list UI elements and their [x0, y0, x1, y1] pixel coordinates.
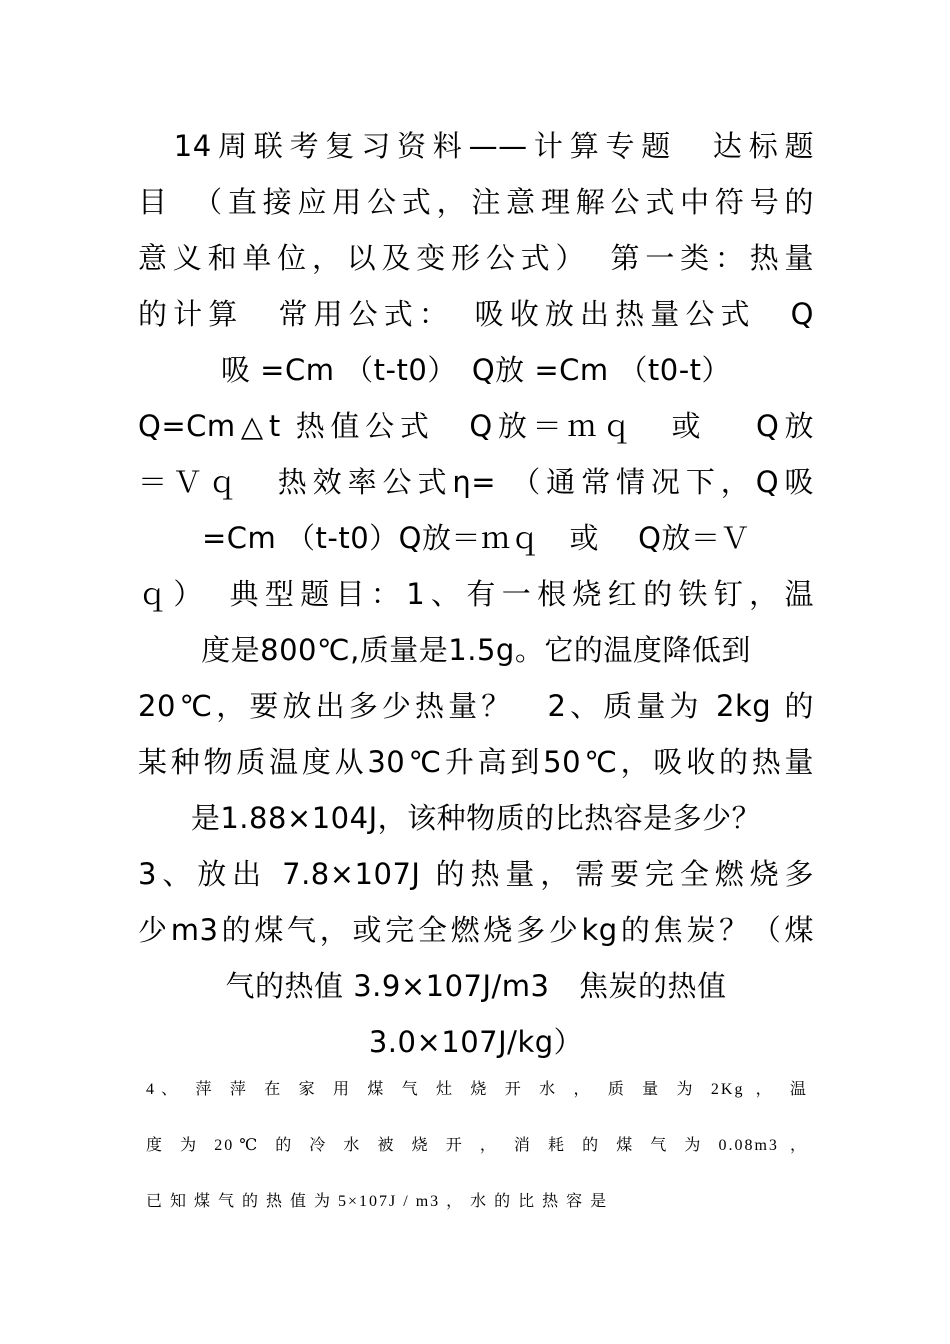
text-line-14: 3、放出 7.8×107J 的热量，需要完全燃烧多 [138, 857, 814, 891]
text-line-12: 某种物质温度从30℃升高到50℃，吸收的热量 [138, 745, 814, 779]
text-line-9: ｑ） 典型题目：1、有一根烧红的铁钉，温 [138, 577, 814, 611]
text-line-3: 意义和单位，以及变形公式） 第一类：热量 [138, 241, 814, 275]
small-text-line-1: 4、 萍 萍 在 家 用 煤 气 灶 烧 开 水 ， 质 量 为 2Kg ， 温 [146, 1081, 808, 1098]
text-line-11: 20℃，要放出多少热量？ 2、质量为 2kg 的 [138, 689, 814, 723]
text-line-10: 度是800℃,质量是1.5g。它的温度降低到 [201, 633, 751, 667]
text-line-1: 14周联考复习资料——计算专题 达标题 [138, 129, 814, 163]
text-line-17: 3.0×107J/kg） [368, 1025, 584, 1059]
text-line-8: =Cm （t-t0）Q放＝ｍｑ 或 Q放＝Ｖ [201, 521, 751, 555]
text-line-15: 少m3的煤气，或完全燃烧多少kg的焦炭？（煤 [138, 913, 814, 947]
text-line-7: ＝Ｖｑ 热效率公式η= （通常情况下，Q吸 [138, 465, 814, 499]
text-line-6: Q=Cm△t 热值公式 Q放＝ｍｑ 或 Q放 [138, 409, 814, 443]
text-line-5: 吸 =Cm （t-t0） Q放 =Cm （t0-t） [220, 353, 732, 387]
text-line-13: 是1.88×104J，该种物质的比热容是多少？ [190, 801, 762, 835]
text-line-16: 气的热值 3.9×107J/m3 焦炭的热值 [225, 969, 727, 1003]
small-text-line-3: 已 知 煤 气 的 热 值 为 5×107J / m3 ， 水 的 比 热 容 是 [146, 1193, 609, 1210]
small-text-line-2: 度 为 20℃ 的 冷 水 被 烧 开 ， 消 耗 的 煤 气 为 0.08m3 ， [146, 1137, 808, 1154]
text-line-2: 目 （直接应用公式，注意理解公式中符号的 [138, 185, 814, 219]
text-line-4: 的计算 常用公式： 吸收放出热量公式 Q [138, 297, 814, 331]
